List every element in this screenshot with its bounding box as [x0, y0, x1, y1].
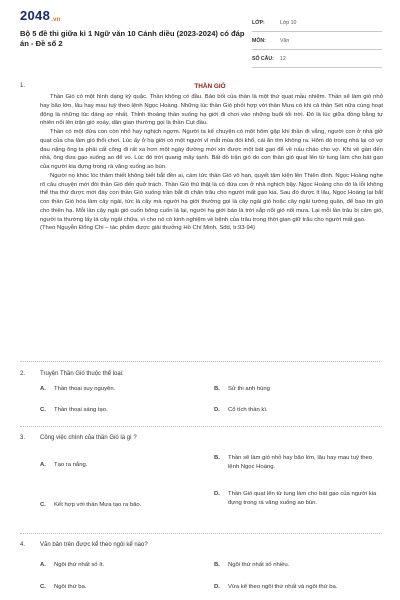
question-text: Truyện Thần Gió thuộc thể loại:: [40, 371, 124, 377]
passage-title: THẦN GIÓ: [194, 83, 226, 90]
answer-option[interactable]: A. Ngôi thứ nhất số ít.: [40, 562, 105, 568]
site-logo[interactable]: 2048.vn: [20, 8, 61, 23]
passage-text: [40, 93, 383, 233]
document-title: Bộ 5 đề thi giữa kì 1 Ngữ văn 10 Cánh diều (2023-2024) có đáp án - Đề số 2: [20, 29, 245, 48]
answer-option[interactable]: C. Thần thoại sáng tạo.: [40, 407, 108, 413]
question-number: 3.: [20, 435, 26, 441]
header: [0, 0, 400, 70]
passage-paragraph: Người nọ khóc lóc thảm thiết không biết bắt đền ai, cám tức thần Gió vô hạn, quyết tâm kiện lên Thiên đình. Ngọc Hoàng nghe rõ câu chuyện mới đòi thần Gió đến quở trách. Thần Gió thú thật là có đứa con ở nhà nghịch bậy. Ngọc Hoàng cho đó là lỗi không thể tha thứ được mới đày con thần Gió xuống trần bắt đi chăn trâu cho người mất gạo kia. Sau đó được ít lâu, Ngọc Hoàng lại bắt con thần Gió hóa làm cây ngải, tức là cây mà người hạ giới thường gọi là cây ngải gió hoặc cây ngải tướng quân, để bao tin gió cho thiên hạ. Mỗi lần cây ngải gió cuốn bông cuốn lá lại, người hạ giới báo là trời sắp nổi gió nổi mưa. Lại mỗi lần trâu bị cảm gió, người ta thường lấy lá cây ngải chữa, vì cho nó có kinh nghiệm về bệnh của trâu trong thời gian giữ trâu cho người mất gạo.: [40, 172, 383, 223]
divider: [20, 533, 380, 534]
question-text: Văn bản trên được kể theo ngôi kể nào?: [40, 542, 148, 548]
answer-option[interactable]: A. Tạo ra nắng.: [40, 462, 88, 468]
divider: [20, 361, 380, 362]
answer-option[interactable]: B. Ngôi thứ nhất số nhiều.: [214, 562, 290, 568]
answer-option[interactable]: D. Vừa kể theo ngôi thứ nhất và ngôi thứ ba.: [214, 584, 338, 590]
answer-option[interactable]: B. Sử thi anh hùng: [214, 386, 270, 392]
passage-paragraph: Thần Gió có một hình dạng kỳ quặc. Thần không có đầu. Bảo bối của thần là một thứ quạt mầu nhiệm. Thần sẽ làm gió nhỏ hay bão lớn, lâu hay mau tuỳ theo lệnh Ngọc Hoàng. Những lúc thần Gió phối hợp với thần Mưa có khi cả thần Sét nữa cùng hoạt động là những lúc đáng sợ nhất. Thỉnh thoảng thần xuống hạ giới đi chơi vào những buổi tối trời. Đó là lúc giữa đồng bằng tự nhiên nổi lên trận gió xoáy, dân gian thường gọi là thần Cụt đầu.: [40, 94, 383, 127]
answer-option[interactable]: D. Thần Gió quạt lên từ tung làm cho bát gạo của người kia đựng trong rá văng xuống ao bùn.: [214, 491, 377, 506]
passage-source: (Theo Nguyễn Đổng Chi – tác phẩm được giải thưởng Hồ Chí Minh, Sđd, tr.93-94): [40, 225, 256, 232]
meta-question-count: SỐ CÂU: 12: [252, 50, 382, 68]
passage-paragraph: Thần có một đứa con còn nhỏ hay nghịch ngợm. Người ta kể chuyện có một hôm gặp khi thần đi vắng, người con ở nhà giở quạt của cha làm gió thổi chơi. Lúc ấy ở hạ giới có một người vì mắt mùa đói khổ, cái ăn tìm không ra. Hôm đó trong nhà lại có vợ đau nặng ông ta phải cất công đi rất xa hơn một ngày đường mới xin được một bát gạo để về nấu cháo cho vợ. Khi về gần đến nhà, ông đưa gạo xuống ao để vo. Lúc đó trời quang mây tạnh. Bất đồ trận gió do con thần gió quạt lên từ tung làm cho bát gạo của người kia đựng trong rá văng xuống ao bùn.: [40, 129, 383, 170]
divider: [20, 426, 380, 427]
question-number: 2.: [20, 371, 26, 377]
answer-option[interactable]: C. Kết hợp với thần Mưa tạo ra bão.: [40, 502, 142, 508]
document-meta: [252, 14, 382, 68]
answer-option[interactable]: D. Cổ tích thần kì.: [214, 407, 268, 413]
meta-grade: LỚP: Lớp 10: [252, 14, 382, 32]
answer-option[interactable]: B. Thần sẽ làm gió nhỏ hay bão lớn, lâu hay mau tuỳ theo lệnh Ngọc Hoàng.: [214, 455, 373, 470]
question-number: 4.: [20, 542, 26, 548]
answer-option[interactable]: C. Ngôi thứ ba.: [40, 584, 87, 590]
question-number: 1.: [20, 83, 26, 89]
question-text: Công việc chính của thần Gió là gì ?: [40, 435, 137, 441]
answer-option[interactable]: A. Thần thoại suy nguyên.: [40, 386, 116, 392]
meta-subject: MÔN: Văn: [252, 32, 382, 50]
